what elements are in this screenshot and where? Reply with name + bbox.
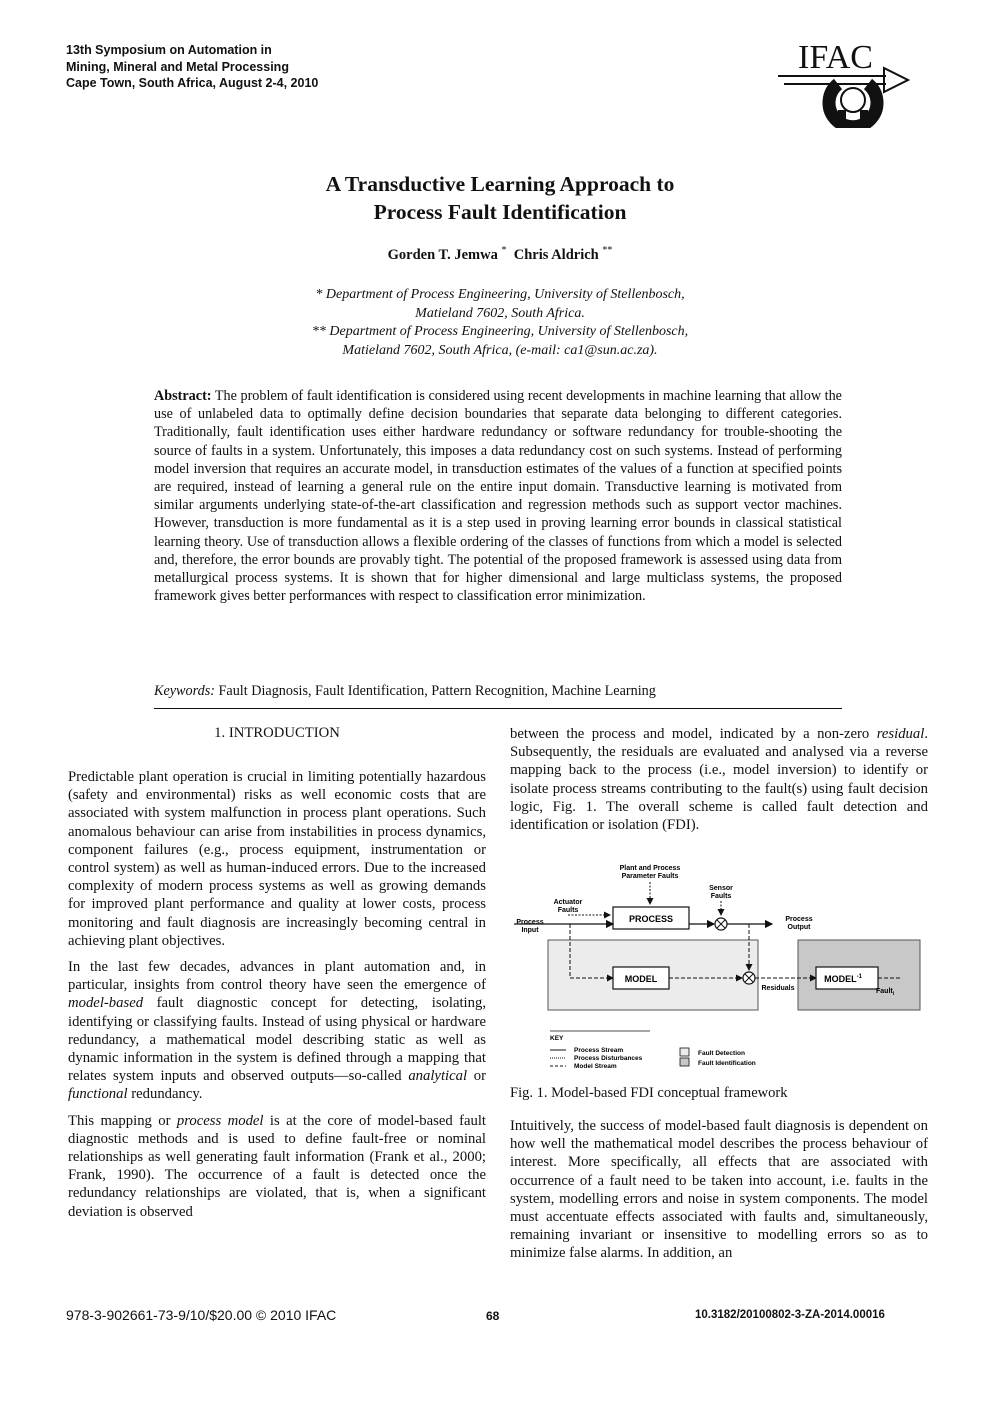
fdi-framework-diagram	[510, 860, 928, 1072]
keywords-text: Fault Diagnosis, Fault Identification, Pattern Recognition, Machine Learning	[218, 683, 656, 699]
fault-label: Fault$_i$	[876, 988, 895, 997]
right-column-bottom	[510, 1117, 928, 1271]
key-model-stream: Model Stream	[574, 1063, 617, 1070]
process-input-label: Process	[516, 919, 544, 926]
paragraph: Intuitively, the success of model-based fault diagnosis is dependent on how well the mathematical model describes the process behaviour of interest. More specifically, all effects that are associated with occurrence of a fault need to be taken into account, i.e. faults in the system, modelling errors and noise in system components. The model must accentuate effects associated with faults and, simultaneously, remaining invariant or insensitive to modelling errors so as to minimize false alarms. In addition, an	[510, 1118, 928, 1262]
actuator-faults-label: Actuator	[553, 899, 583, 906]
actuator-faults-label: Faults	[557, 907, 579, 914]
sensor-faults-label: Faults	[710, 893, 732, 900]
abstract	[154, 387, 842, 605]
affiliation-line: Matieland 7602, South Africa, (e-mail: ca1@sun.ac.za).	[342, 342, 658, 358]
paragraph: In the last few decades, advances in plant automation and, in particular, insights from control theory have seen the emergence of model-based fault diagnostic concept for detecting, isolating, identifying or classifying faults. Instead of using physical or hardware redundancy, a mathematical model describing static as well as dynamic information in the system is defined through a mapping that relates system inputs and observed outputs—so-called analytical or functional redundancy.	[68, 959, 486, 1103]
affiliation-line: ** Department of Process Engineering, University of Stellenbosch,	[311, 324, 689, 339]
key-detection-swatch	[680, 1048, 689, 1056]
title-line: A Transductive Learning Approach to	[325, 172, 675, 196]
section-heading: 1. INTRODUCTION	[214, 725, 340, 741]
residuals-label: Residuals	[761, 985, 795, 992]
plant-faults-label: Plant and Process	[619, 865, 681, 872]
title-line: Process Fault Identification	[373, 200, 627, 224]
key-fault-identification: Fault Identification	[698, 1060, 756, 1067]
abstract-label: Abstract:	[154, 388, 212, 404]
figure-caption: Fig. 1. Model-based FDI conceptual framework	[510, 1085, 788, 1101]
logo-text: IFAC	[798, 39, 873, 76]
conference-line: 13th Symposium on Automation in	[66, 43, 272, 57]
inverse-model-label: $MODEL^{-1}$	[824, 974, 862, 984]
author-mark: *	[501, 245, 507, 256]
authors	[150, 245, 850, 264]
key-fault-detection: Fault Detection	[698, 1050, 745, 1057]
abstract-text: The problem of fault identification is considered using recent developments in machine learning that allow the use of unlabeled data to optimally define decision boundaries that separate data belonging to different categories. Traditionally, fault identification uses either hardware redundancy or software redundancy for trouble-shooting the source of faults in a system. Unfortunately, this imposes a data redundancy cost on such systems. Instead of performing model inversion that requires an accurate model, in transduction estimates of the values of a function at specified points are required, instead of learning a general rule on the entire input domain. Transductive learning is motivated from similar arguments underlying state-of-the-art classification and regression methods such as support vector machines. However, transduction is more fundamental as it is a step used in proving learning error bounds in classical statistical learning theory. Use of transduction allows a flexible ordering of the classes of functions from which a model is selected and, therefore, the error bounds are provably tight. The potential of the proposed framework is assessed using data from metallurgical process systems. It is shown that for higher dimensional and large multiclass systems, the proposed framework gives better performances with respect to classification error minimization.	[154, 388, 842, 605]
sensor-faults-label: Sensor	[709, 885, 733, 892]
process-input-label: Input	[521, 927, 539, 934]
conference-line: Mining, Mineral and Metal Processing	[66, 59, 289, 74]
key-process-stream: Process Stream	[574, 1047, 624, 1054]
key-title: KEY	[550, 1035, 564, 1042]
key-process-disturbances: Process Disturbances	[574, 1055, 643, 1062]
author-mark: **	[602, 245, 613, 256]
paragraph: between the process and model, indicated by a non-zero residual. Subsequently, the residuals are evaluated and analysed via a reverse mapping back to the process (i.e., model inversion) to identify or isolate process streams contributing to the fault(s) using fault decision logic, Fig. 1. The overall scheme is called fault detection and identification or isolation (FDI).	[510, 726, 928, 834]
plant-faults-label: Parameter Faults	[621, 873, 679, 880]
paragraph: Predictable plant operation is crucial in limiting potentially hazardous (safety and environmental) risks as well economic costs that are associated with system malfunction in process plant operations. Such anomalous behaviour can arise from instabilities in process dynamics, component failures (e.g., process equipment, instrumentation or control system) as well as human-induced errors. Due to the increased complexity of modern process systems as well as growing demands for improved plant performance and quality at lower costs, process monitoring and fault diagnosis are increasingly becoming central in achieving plant objectives.	[68, 769, 486, 949]
affiliation-line: * Department of Process Engineering, University of Stellenbosch,	[315, 287, 685, 302]
left-column	[68, 768, 486, 1229]
process-box-label: PROCESS	[628, 914, 674, 924]
conference-line: Cape Town, South Africa, August 2-4, 2010	[66, 76, 319, 90]
conference-info	[66, 42, 318, 92]
process-output-label: Process	[785, 916, 813, 923]
separator-rule	[154, 708, 842, 709]
paper-title	[150, 170, 850, 226]
footer-doi: 10.3182/20100802-3-ZA-2014.00016	[695, 1309, 885, 1321]
keywords	[154, 683, 842, 700]
key-identification-swatch	[680, 1058, 689, 1066]
footer-isbn: 978-3-902661-73-9/10/$20.00 © 2010 IFAC	[66, 1307, 337, 1323]
author-name: Gorden T. Jemwa	[387, 246, 498, 263]
paragraph: This mapping or process model is at the core of model-based fault diagnostic methods and is used to define fault-free or nominal relationships as well generating fault information (Frank et al., 2000; Frank, 1990). The occurrence of a fault is detected once the redundancy relationships are violated, that is, when a significant deviation is observed	[68, 1112, 486, 1220]
model-box-label: MODEL	[624, 974, 658, 984]
process-output-label: Output	[787, 924, 811, 931]
affiliation-line: Matieland 7602, South Africa.	[415, 305, 585, 321]
right-column-top	[510, 725, 928, 842]
ifac-logo	[776, 36, 911, 128]
page-number: 68	[486, 1309, 500, 1323]
keywords-label: Keywords:	[154, 683, 215, 699]
author-name: Chris Aldrich	[513, 246, 599, 263]
affiliations	[150, 286, 850, 360]
